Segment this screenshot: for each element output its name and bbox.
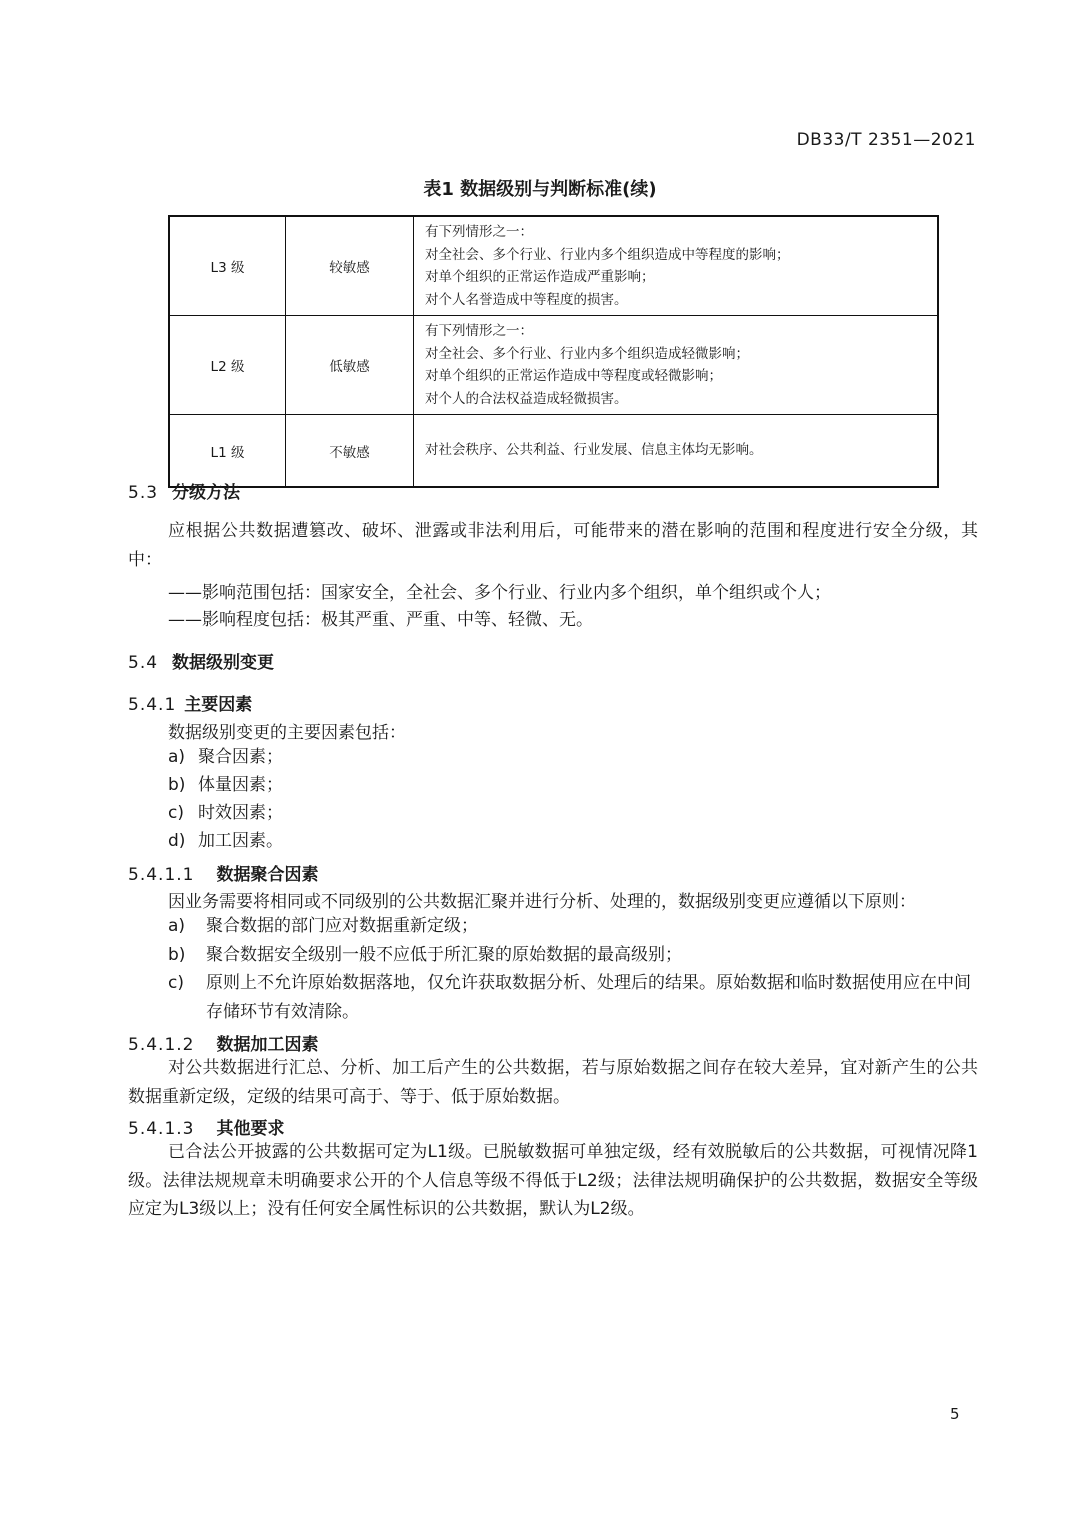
- table-row: [169, 415, 938, 488]
- paragraph: 数据级别变更的主要因素包括：: [168, 723, 406, 743]
- list-text: 聚合因素；: [198, 747, 283, 767]
- paragraph: 应根据公共数据遭篡改、破坏、泄露或非法利用后，可能带来的潜在影响的范围和程度进行安全分级，其中：: [128, 521, 978, 570]
- list-text: 时效因素；: [198, 803, 283, 823]
- list-marker: c): [168, 803, 184, 823]
- list-text: 加工因素。: [198, 831, 283, 851]
- section-number: 5.4.1.3: [128, 1119, 195, 1139]
- document-code: DB33/T 2351—2021: [796, 130, 976, 150]
- section-heading-5-3: [128, 478, 240, 503]
- list-text: 聚合数据的部门应对数据重新定级；: [206, 916, 478, 936]
- dash-item: ——影响程度包括：极其严重、严重、中等、轻微、无。: [168, 610, 593, 630]
- list-item: [168, 799, 978, 828]
- list-item: [168, 743, 978, 772]
- list-item: [168, 912, 978, 941]
- list-item: [168, 827, 978, 856]
- section-number: 5.4.1.1: [128, 865, 195, 885]
- section-title: 数据聚合因素: [216, 865, 319, 885]
- criteria-line: 对全社会、多个行业、行业内多个组织造成中等程度的影响；: [425, 246, 790, 263]
- list-marker: a): [168, 747, 186, 767]
- list-text: 体量因素；: [198, 775, 283, 795]
- table-caption: 表1 数据级别与判断标准(续): [423, 179, 657, 200]
- paragraph: 已合法公开披露的公共数据可定为L1级。已脱敏数据可单独定级，经有效脱敏后的公共数据，可视情况降1级。法律法规规章未明确要求公开的个人信息等级不得低于L2级；法律法规明确保护的公共数据，数据安全等级应定为L3级以上；没有任何安全属性标识的公共数据，默认为L2级。: [128, 1142, 978, 1219]
- level-cell: L2 级: [169, 316, 286, 415]
- list-marker: b): [168, 775, 186, 795]
- section-heading-5-4: [128, 648, 274, 673]
- section-number: 5.4.1.2: [128, 1035, 195, 1055]
- paragraph: 对公共数据进行汇总、分析、加工后产生的公共数据，若与原始数据之间存在较大差异，宜对新产生的公共数据重新定级，定级的结果可高于、等于、低于原始数据。: [128, 1058, 978, 1107]
- list-text: 原则上不允许原始数据落地，仅允许获取数据分析、处理后的结果。原始数据和临时数据使用应在中间存储环节有效清除。: [206, 973, 971, 1022]
- criteria-cell: [414, 316, 939, 415]
- section-heading-5-4-1: [128, 690, 252, 715]
- dash-item: ——影响范围包括：国家安全，全社会、多个行业、行业内多个组织，单个组织或个人；: [168, 583, 831, 603]
- data-grade-table: [168, 215, 939, 488]
- criteria-line: 对单个组织的正常运作造成中等程度或轻微影响；: [425, 368, 722, 384]
- paragraph: 因业务需要将相同或不同级别的公共数据汇聚并进行分析、处理的，数据级别变更应遵循以下原则：: [168, 892, 916, 912]
- criteria-line: 对个人名誉造成中等程度的损害。: [425, 291, 628, 308]
- section-heading-5-4-1-2: [128, 1030, 318, 1055]
- criteria-line: 对全社会、多个行业、行业内多个组织造成轻微影响；: [425, 345, 749, 362]
- sensitivity-cell: 不敏感: [286, 415, 414, 488]
- level-cell: L3 级: [169, 216, 286, 316]
- section-title: 数据级别变更: [172, 653, 275, 673]
- section-title: 主要因素: [184, 695, 253, 715]
- section-heading-5-4-1-1: [128, 860, 318, 885]
- section-number: 5.3: [128, 483, 159, 503]
- list-marker: d): [168, 831, 186, 851]
- criteria-line: 有下列情形之一：: [425, 224, 533, 240]
- criteria-cell: [414, 415, 939, 488]
- criteria-cell: [414, 216, 939, 316]
- section-title: 其他要求: [216, 1119, 285, 1139]
- criteria-line: 有下列情形之一：: [425, 323, 533, 339]
- sensitivity-cell: 较敏感: [286, 216, 414, 316]
- section-number: 5.4: [128, 653, 159, 673]
- list-marker: b): [168, 945, 186, 965]
- level-cell: L1 级: [169, 415, 286, 488]
- section-heading-5-4-1-3: [128, 1114, 284, 1139]
- list-text: 聚合数据安全级别一般不应低于所汇聚的原始数据的最高级别；: [206, 945, 682, 965]
- section-title: 分级方法: [172, 483, 241, 503]
- criteria-line: 对个人的合法权益造成轻微损害。: [425, 390, 628, 407]
- list-marker: c): [168, 973, 184, 993]
- table-row: [169, 316, 938, 415]
- criteria-line: 对社会秩序、公共利益、行业发展、信息主体均无影响。: [425, 442, 763, 459]
- list-item: [168, 771, 978, 800]
- list-marker: a): [168, 916, 186, 936]
- sensitivity-cell: 低敏感: [286, 316, 414, 415]
- section-number: 5.4.1: [128, 695, 177, 715]
- table-row: [169, 216, 938, 316]
- list-item: [168, 941, 978, 970]
- section-title: 数据加工因素: [216, 1035, 319, 1055]
- criteria-line: 对单个组织的正常运作造成严重影响；: [425, 269, 655, 285]
- list-item: [168, 969, 978, 1026]
- page-number: 5: [950, 1405, 960, 1423]
